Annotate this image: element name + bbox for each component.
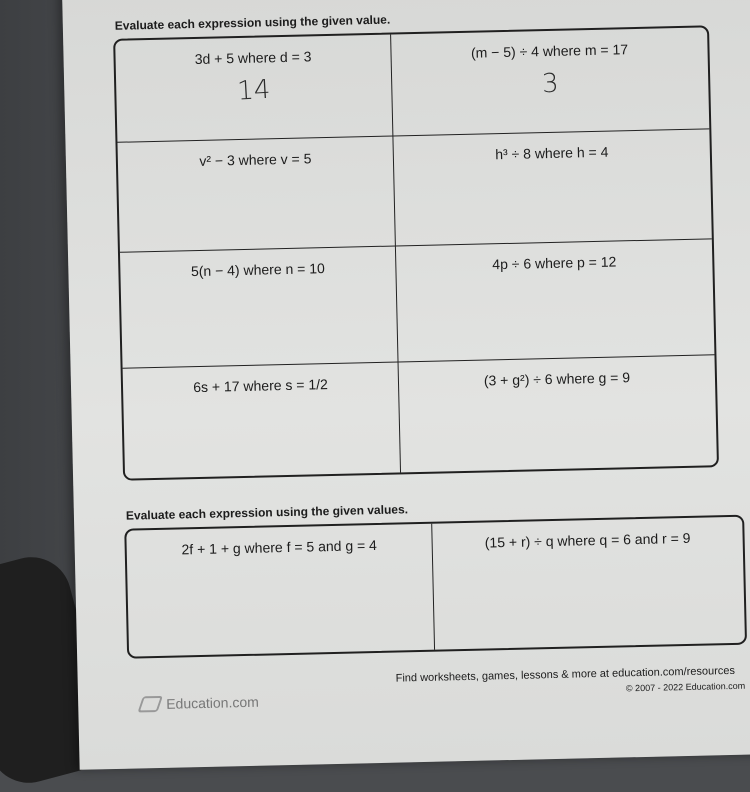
expression-text: 5(n − 4) where n = 10 (190, 260, 325, 280)
expression-cell (396, 239, 715, 362)
expression-cell (393, 129, 711, 246)
section1-grid (113, 25, 719, 480)
expression-text: 2f + 1 + g where f = 5 and g = 4 (181, 537, 378, 558)
expression-cell (123, 362, 401, 478)
footer-tagline: Find worksheets, games, lessons & more at education.com/resources (395, 664, 736, 685)
section2-grid (124, 515, 747, 659)
expression-cell (399, 355, 717, 472)
section1-heading: Evaluate each expression using the given value. (114, 12, 391, 33)
footer-copyright: © 2007 - 2022 Education.com (625, 680, 746, 694)
handwritten-answer: 3 (541, 68, 560, 100)
expression-cell (391, 27, 709, 136)
section2-heading: Evaluate each expression using the given values. (125, 502, 409, 523)
logo-text: Education.com (166, 693, 259, 712)
expression-cell (120, 246, 399, 368)
expression-text: (3 + g²) ÷ 6 where g = 9 (483, 369, 631, 389)
expression-cell (432, 517, 745, 650)
expression-cell (126, 524, 435, 657)
expression-text: (15 + r) ÷ q where q = 6 and r = 9 (484, 529, 691, 551)
expression-text: (m − 5) ÷ 4 where m = 17 (470, 41, 629, 61)
handwritten-answer: 14 (236, 74, 272, 107)
expression-text: 6s + 17 where s = 1/2 (193, 376, 329, 396)
expression-cell (115, 35, 393, 143)
expression-text: 3d + 5 where d = 3 (194, 48, 312, 68)
education-logo (140, 694, 259, 713)
expression-text: v² − 3 where v = 5 (199, 150, 312, 169)
education-logo-icon (137, 696, 162, 713)
expression-text: 4p ÷ 6 where p = 12 (492, 253, 617, 273)
expression-cell (117, 137, 395, 253)
worksheet-paper (62, 0, 750, 770)
expression-text: h³ ÷ 8 where h = 4 (495, 143, 609, 163)
